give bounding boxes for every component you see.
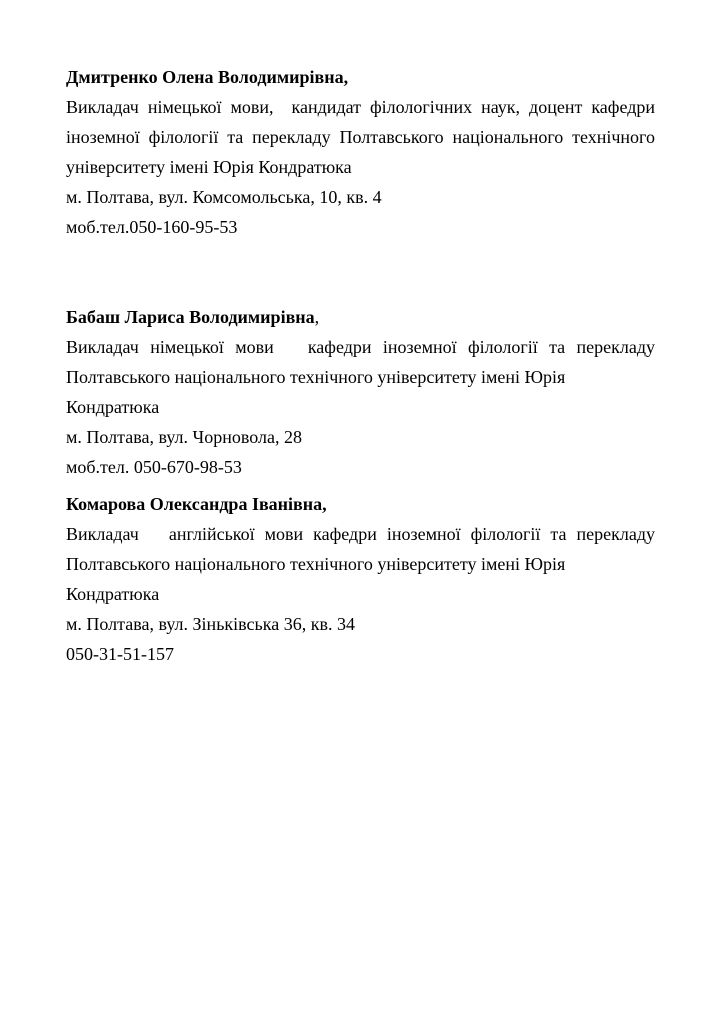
person-role-line: Викладач німецької мови, кандидат філологічних наук, доцент кафедри (66, 97, 655, 117)
person-address: м. Полтава, вул. Комсомольська, 10, кв. 4 (66, 187, 382, 207)
person-block (66, 489, 655, 669)
person-address: м. Полтава, вул. Зіньківська 36, кв. 34 (66, 614, 355, 634)
person-name-line (66, 62, 655, 92)
person-name-suffix: , (314, 307, 320, 327)
person-name-line (66, 302, 655, 332)
person-phone: моб.тел.050-160-95-53 (66, 217, 238, 237)
person-phone: моб.тел. 050-670-98-53 (66, 457, 242, 477)
person-address: м. Полтава, вул. Чорновола, 28 (66, 427, 302, 447)
person-role-line: університету імені Юрія Кондратюка (66, 157, 352, 177)
person-phone: 050-31-51-157 (66, 644, 174, 664)
person-role-line: Викладач англійської мови кафедри іноземної філології та перекладу (66, 524, 655, 544)
person-role-line: іноземної філології та перекладу Полтавського національного технічного (66, 127, 655, 147)
person-block (66, 302, 655, 482)
blank-line (66, 272, 655, 302)
person-name: Бабаш Лариса Володимирівна (66, 307, 315, 327)
person-role-line: Полтавського національного технічного університету імені Юрія Кондратюка (66, 367, 566, 417)
person-name: Дмитренко Олена Володимирівна, (66, 67, 349, 87)
person-name: Комарова Олександра Іванівна, (66, 494, 327, 514)
person-block (66, 62, 655, 242)
person-name-line (66, 489, 655, 519)
person-role-line: Викладач німецької мови кафедри іноземної філології та перекладу (66, 337, 655, 357)
blank-line (66, 242, 655, 272)
person-role-line: Полтавського національного технічного університету імені Юрія Кондратюка (66, 554, 566, 604)
